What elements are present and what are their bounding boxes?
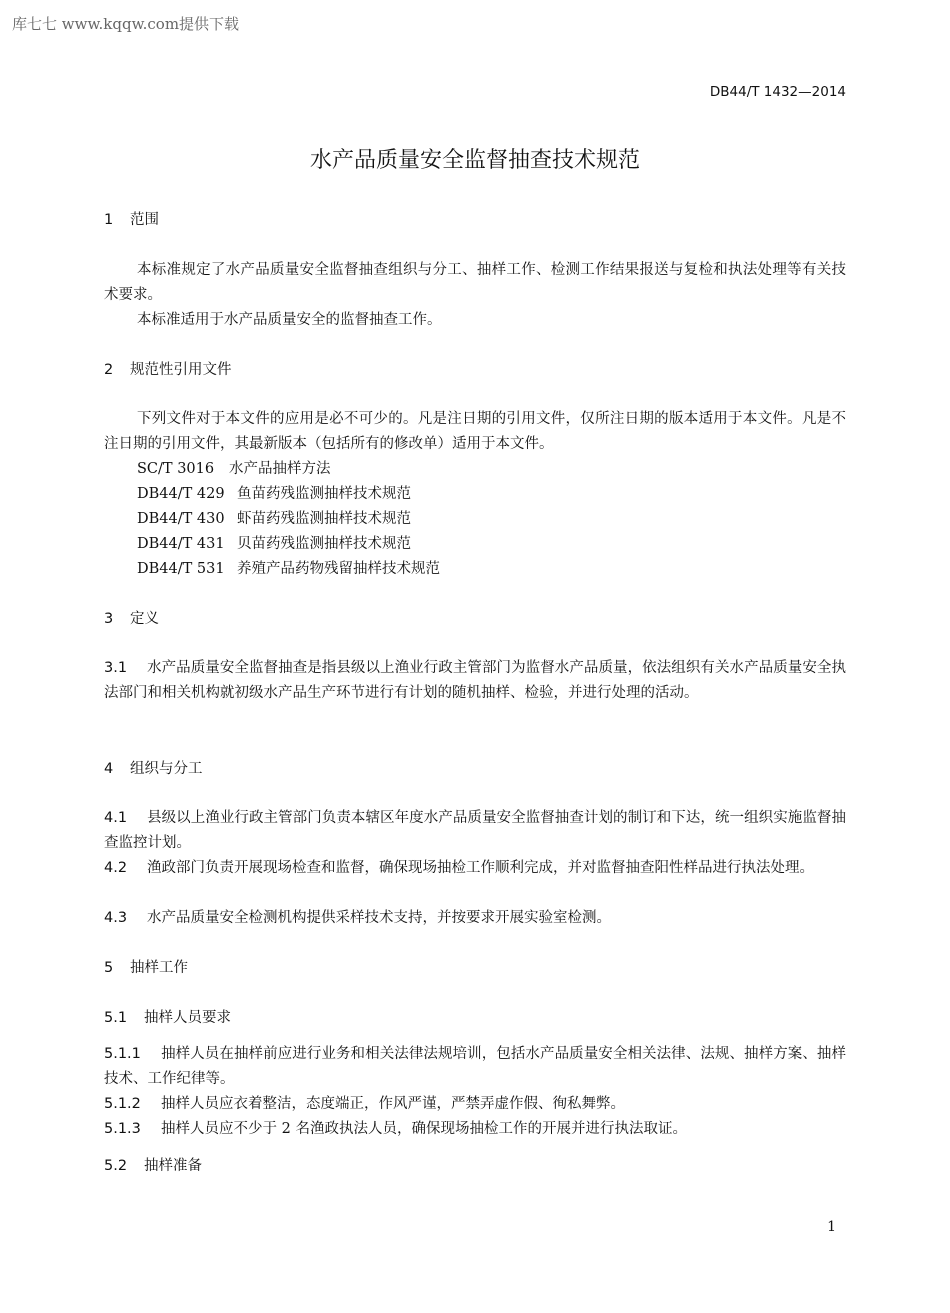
clause-number: 5.1.2 bbox=[104, 1096, 141, 1112]
reference-title: 鱼苗药残监测抽样技术规范 bbox=[237, 486, 411, 502]
reference-code: DB44/T 431 bbox=[137, 536, 225, 552]
clause-number: 4.2 bbox=[104, 860, 128, 876]
clause-4-1 bbox=[104, 806, 846, 856]
reference-title: 水产品抽样方法 bbox=[229, 461, 331, 477]
page-number: 1 bbox=[827, 1219, 836, 1235]
clause-number: 5.1.3 bbox=[104, 1121, 141, 1137]
reference-item bbox=[104, 482, 879, 507]
reference-item bbox=[104, 507, 879, 532]
section-number: 5 bbox=[104, 960, 114, 976]
clause-text: 抽样人员应不少于 2 名渔政执法人员，确保现场抽检工作的开展并进行执法取证。 bbox=[161, 1121, 687, 1137]
section-number: 4 bbox=[104, 761, 114, 777]
section-1-paragraph-1: 本标准规定了水产品质量安全监督抽查组织与分工、抽样工作、检测工作结果报送与复检和执法处理等有关技术要求。 bbox=[104, 262, 846, 303]
clause-text: 水产品质量安全监督抽查是指县级以上渔业行政主管部门为监督水产品质量，依法组织有关水产品质量安全执法部门和相关机构就初级水产品生产环节进行有计划的随机抽样、检验，并进行处理的活动。 bbox=[104, 660, 846, 701]
clause-5-1-1 bbox=[104, 1042, 846, 1092]
reference-item bbox=[104, 457, 879, 482]
section-title: 组织与分工 bbox=[130, 761, 203, 777]
page-title: 水产品质量安全监督抽查技术规范 bbox=[309, 148, 640, 173]
section-2-paragraph-1: 下列文件对于本文件的应用是必不可少的。凡是注日期的引用文件，仅所注日期的版本适用于本文件。凡是不注日期的引用文件，其最新版本（包括所有的修改单）适用于本文件。 bbox=[104, 411, 846, 452]
reference-code: DB44/T 531 bbox=[137, 561, 225, 577]
section-title: 范围 bbox=[130, 212, 159, 228]
clause-4-2 bbox=[104, 856, 846, 881]
section-title: 定义 bbox=[130, 611, 159, 627]
reference-title: 养殖产品药物残留抽样技术规范 bbox=[237, 561, 440, 577]
section-title: 抽样工作 bbox=[130, 960, 188, 976]
section-2-heading bbox=[104, 358, 846, 383]
section-3-heading bbox=[104, 607, 846, 632]
clause-number: 5.1.1 bbox=[104, 1046, 141, 1062]
subsection-5-2-heading bbox=[104, 1154, 846, 1179]
clause-5-1-3 bbox=[104, 1117, 846, 1142]
reference-title: 虾苗药残监测抽样技术规范 bbox=[237, 511, 411, 527]
clause-number: 4.1 bbox=[104, 810, 128, 826]
reference-item bbox=[104, 557, 879, 582]
subsection-number: 5.1 bbox=[104, 1010, 128, 1026]
section-number: 1 bbox=[104, 212, 114, 228]
clause-number: 3.1 bbox=[104, 660, 128, 676]
section-4-heading bbox=[104, 757, 846, 782]
section-title: 规范性引用文件 bbox=[130, 362, 232, 378]
clause-text: 抽样人员应衣着整洁，态度端正，作风严谨，严禁弄虚作假、徇私舞弊。 bbox=[161, 1096, 625, 1112]
reference-code: DB44/T 430 bbox=[137, 511, 225, 527]
subsection-title: 抽样人员要求 bbox=[144, 1010, 231, 1026]
section-5-heading bbox=[104, 956, 846, 981]
section-1-paragraph-2: 本标准适用于水产品质量安全的监督抽查工作。 bbox=[137, 312, 442, 328]
clause-5-1-2 bbox=[104, 1092, 846, 1117]
subsection-number: 5.2 bbox=[104, 1158, 128, 1174]
reference-code: SC/T 3016 bbox=[137, 461, 215, 477]
reference-item bbox=[104, 532, 879, 557]
clause-3-1 bbox=[104, 656, 846, 706]
section-number: 3 bbox=[104, 611, 114, 627]
clause-text: 渔政部门负责开展现场检查和监督，确保现场抽检工作顺利完成，并对监督抽查阳性样品进行执法处理。 bbox=[147, 860, 814, 876]
reference-code: DB44/T 429 bbox=[137, 486, 225, 502]
clause-4-3 bbox=[104, 906, 846, 931]
clause-text: 抽样人员在抽样前应进行业务和相关法律法规培训，包括水产品质量安全相关法律、法规、抽样方案、抽样技术、工作纪律等。 bbox=[104, 1046, 846, 1087]
subsection-5-1-heading bbox=[104, 1006, 846, 1031]
watermark: 库七七 www.kqqw.com提供下载 bbox=[12, 15, 240, 33]
subsection-title: 抽样准备 bbox=[144, 1158, 202, 1174]
clause-text: 水产品质量安全检测机构提供采样技术支持，并按要求开展实验室检测。 bbox=[147, 910, 611, 926]
section-1-heading bbox=[104, 208, 846, 233]
reference-title: 贝苗药残监测抽样技术规范 bbox=[237, 536, 411, 552]
clause-number: 4.3 bbox=[104, 910, 128, 926]
document-code: DB44/T 1432—2014 bbox=[709, 84, 846, 100]
section-number: 2 bbox=[104, 362, 114, 378]
clause-text: 县级以上渔业行政主管部门负责本辖区年度水产品质量安全监督抽查计划的制订和下达，统一组织实施监督抽查监控计划。 bbox=[104, 810, 846, 851]
